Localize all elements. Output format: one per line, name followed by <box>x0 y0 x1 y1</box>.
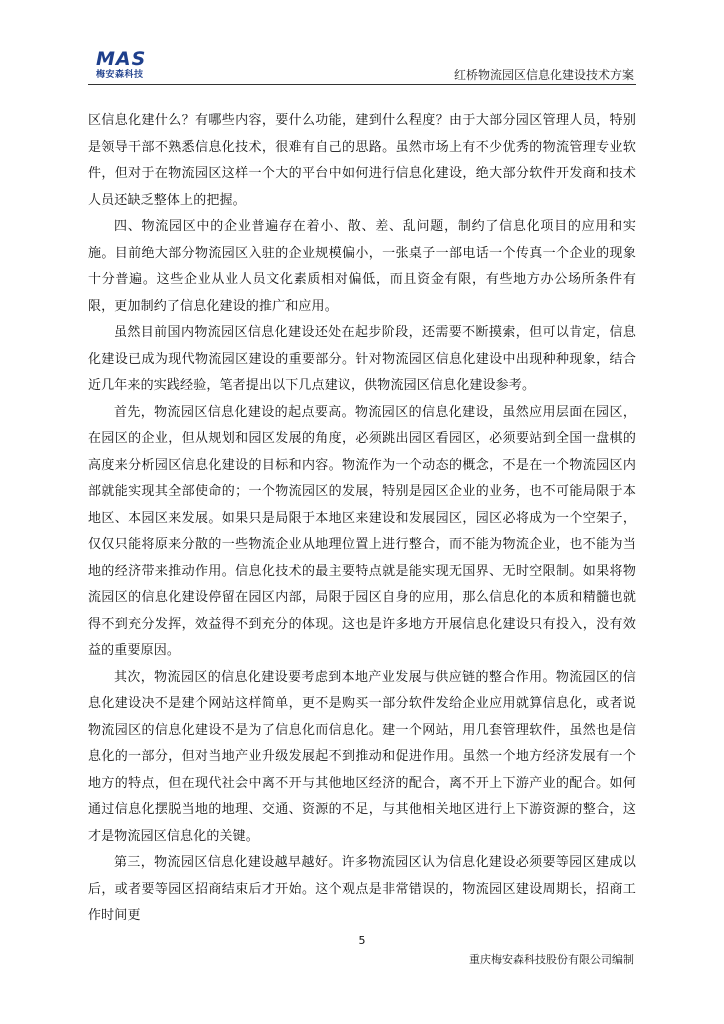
paragraph-3: 虽然目前国内物流园区信息化建设还处在起步阶段，还需要不断摸索，但可以肯定，信息化建设已成为现代物流园区建设的重要部分。针对物流园区信息化建设中出现种种现象，结合近几年来的实践经验，笔者提出以下几点建议，供物流园区信息化建设参考。 <box>88 325 636 393</box>
paragraph-4: 首先，物流园区信息化建设的起点要高。物流园区的信息化建设，虽然应用层面在园区，在园区的企业，但从规划和园区发展的角度，必须跳出园区看园区，必须要站到全国一盘棋的高度来分析园区信息化建设的目标和内容。物流作为一个动态的概念，不是在一个物流园区内部就能实现其全部使命的；一个物流园区的发展，特别是园区企业的业务，也不可能局限于本地区、本园区来发展。如果只是局限于本地区来建设和发展园区，园区必将成为一个空架子，仅仅只能将原来分散的一些物流企业从地理位置上进行整合，而不能为物流企业，也不能为当地的经济带来推动作用。信息化技术的最主要特点就是能实现无国界、无时空限制。如果将物流园区的信息化建设停留在园区内部，局限于园区自身的应用，那么信息化的本质和精髓也就得不到充分发挥，效益得不到充分的体现。这也是许多地方开展信息化建设只有投入，没有效益的重要原因。 <box>88 404 636 658</box>
header-divider <box>88 84 636 85</box>
footer-company: 重庆梅安森科技股份有限公司编制 <box>469 953 634 966</box>
page-number: 5 <box>358 934 366 947</box>
logo-name: 梅安森科技 <box>96 70 144 80</box>
paragraph-6: 第三，物流园区信息化建设越早越好。许多物流园区认为信息化建设必须要等园区建成以后，或者要等园区招商结束后才开始。这个观点是非常错误的，物流园区建设周期长，招商工作时间更 <box>88 855 636 923</box>
paragraph-5: 其次，物流园区的信息化建设要考虑到本地产业发展与供应链的整合作用。物流园区的信息化建设决不是建个网站这样简单，更不是购买一部分软件发给企业应用就算信息化，或者说物流园区的信息化建设不是为了信息化而信息化。建一个网站，用几套管理软件，虽然也是信息化的一部分，但对当地产业升级发展起不到推动和促进作用。虽然一个地方经济发展有一个地方的特点，但在现代社会中离不开与其他地区经济的配合，离不开上下游产业的配合。如何通过信息化摆脱当地的地理、交通、资源的不足，与其他相关地区进行上下游资源的整合，这才是物流园区信息化的关键。 <box>88 669 636 844</box>
paragraph-2: 四、物流园区中的企业普遍存在着小、散、差、乱问题，制约了信息化项目的应用和实施。目前绝大部分物流园区入驻的企业规模偏小，一张桌子一部电话一个传真一个企业的现象十分普遍。这些企业从业人员文化素质相对偏低，而且资金有限，有些地方办公场所条件有限，更加制约了信息化建设的推广和应用。 <box>88 219 636 314</box>
paragraph-1: 区信息化建什么？有哪些内容，要什么功能，建到什么程度？由于大部分园区管理人员，特别是领导干部不熟悉信息化技术，很难有自己的思路。虽然市场上有不少优秀的物流管理专业软件，但对于在物流园区这样一个大的平台中如何进行信息化建设，绝大部分软件开发商和技术人员还缺乏整体上的把握。 <box>88 113 636 208</box>
logo-mark: MAS <box>96 48 147 70</box>
document-body <box>88 108 636 930</box>
company-logo <box>96 50 146 86</box>
document-title: 红桥物流园区信息化建设技术方案 <box>453 68 634 82</box>
